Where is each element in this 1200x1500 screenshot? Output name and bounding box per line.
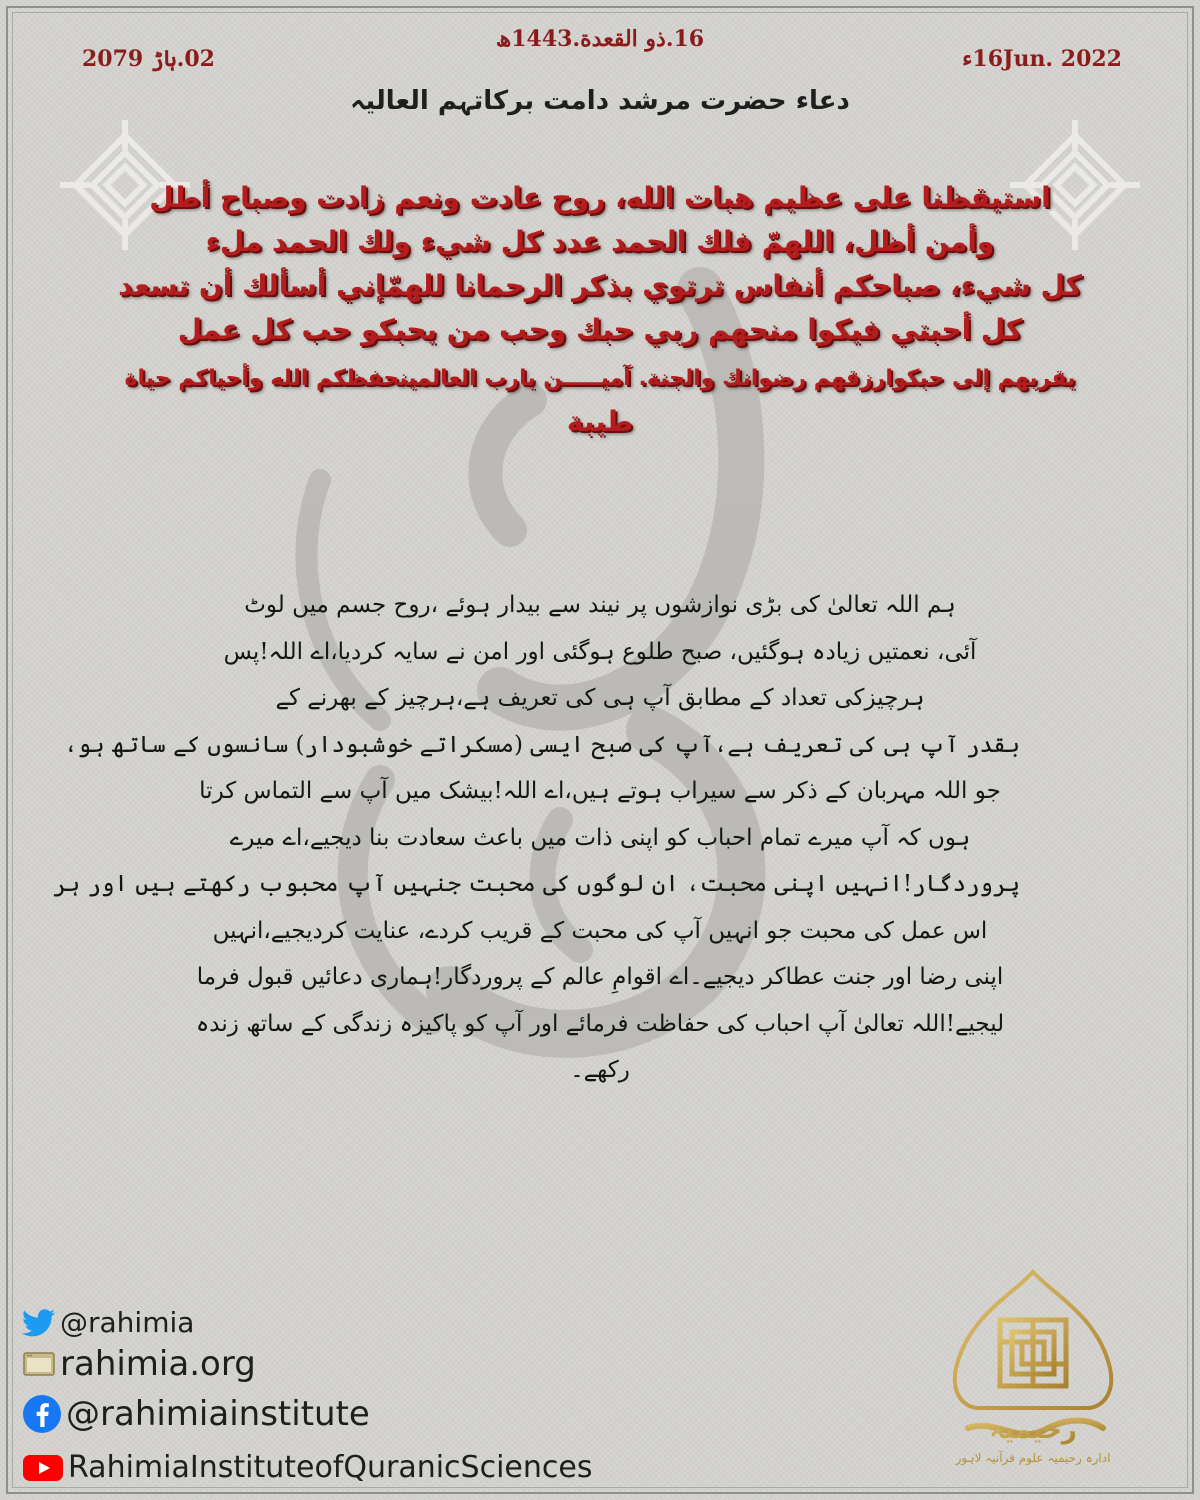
institute-logo — [938, 1268, 1128, 1468]
youtube-link[interactable] — [22, 1450, 592, 1485]
facebook-icon — [22, 1394, 62, 1434]
logo-subtitle: ادارہ رحیمیہ علوم قرآنیہ لاہور — [955, 1451, 1111, 1465]
logo-name: رحیمیہ — [989, 1415, 1077, 1445]
twitter-link[interactable] — [22, 1306, 194, 1339]
urdu-line: ہم اللہ تعالیٰ کی بڑی نوازشوں پر نیند سے بیدار ہوئے ،روح جسم میں لوٹ — [244, 592, 956, 618]
urdu-line: ہوں کہ آپ میرے تمام احباب کو اپنی ذات میں باعث سعادت بنا دیجیے،اے میرے — [229, 824, 971, 851]
urdu-line: لیجیے!اللہ تعالیٰ آپ احباب کی حفاظت فرمائے اور آپ کو پاکیزہ زندگی کے ساتھ زندہ — [195, 1010, 1005, 1037]
urdu-line: جو اللہ مہربان کے ذکر سے سیراب ہوتے ہیں،اے اللہ!بیشک میں آپ سے التماس کرتا — [199, 778, 1001, 804]
twitter-icon — [22, 1309, 56, 1337]
arabic-line: طيبة — [566, 405, 634, 438]
facebook-link[interactable] — [22, 1394, 370, 1434]
youtube-channel: RahimiaInstituteofQuranicSciences — [68, 1450, 593, 1485]
website-url: rahimia.org — [60, 1344, 256, 1384]
urdu-line: اس عمل کی محبت جو انہیں آپ کی محبت کے قریب کردے، عنایت کردیجیے،انہیں — [212, 917, 988, 944]
urdu-line: ہرچیزکی تعداد کے مطابق آپ ہی کی تعریف ہے،ہرچیز کے بھرنے کے — [275, 685, 925, 711]
arabic-dua — [110, 176, 1090, 444]
date-hijri: 16.ذو القعدة.1443ھ — [495, 26, 705, 52]
urdu-line: آئی، نعمتیں زیادہ ہوگئیں، صبح طلوع ہوگئی اور امن نے سایہ کردیا،اے اللہ!پس — [223, 638, 977, 665]
urdu-line: بقدر آپ ہی کی تعریف ہے،آپ کی صبح ایسی (مسکراتے خوشبودار) سانسوں کے ساتھ ہو، — [64, 731, 1020, 758]
date-bikram: 02.ہاڑ 2079 — [82, 46, 215, 72]
urdu-translation — [53, 582, 1020, 1094]
youtube-icon — [22, 1453, 64, 1483]
arabic-line: وأمن أظل، اللهمّ فلك الحمد عدد كل شيء ولك الحمد ملء — [205, 225, 995, 258]
page-title: دعاء حضرت مرشد دامت برکاتہم العالیہ — [350, 86, 850, 116]
arabic-line: كل أحبتي فيكوا منحهم ربي حبك وحب من يحبكو حب كل عمل — [177, 313, 1023, 346]
urdu-line: اپنی رضا اور جنت عطاکر دیجیے۔اے اقوامِ عالم کے پروردگار!ہماری دعائیں قبول فرما — [196, 964, 1004, 990]
arabic-line: كل شيء، صباحكم أنفاس ترتوي بذكر الرحمانا للهمّإني أسألك أن تسعد — [118, 269, 1082, 302]
date-gregorian: 16Jun. 2022ء — [962, 46, 1122, 72]
arabic-line: استيقظنا على عظيم هبات الله، روح عادت ونعم زادت وصباح أطل — [149, 181, 1051, 214]
twitter-handle: @rahimia — [60, 1306, 195, 1339]
urdu-line: پروردگار!انہیں اپنی محبت، ان لوگوں کی محبت جنہیں آپ محبوب رکھتے ہیں اور ہر — [53, 871, 1020, 897]
urdu-line: رکھے۔ — [570, 1057, 630, 1083]
website-link[interactable] — [22, 1344, 256, 1384]
arabic-line: يقربهم إلى حبكوارزقهم رضوانك والجنة. آميـــــن يارب العالمينحفظكم الله وأحياكم حياة — [124, 366, 1076, 391]
facebook-handle: @rahimiainstitute — [66, 1394, 370, 1434]
website-icon — [22, 1349, 56, 1379]
